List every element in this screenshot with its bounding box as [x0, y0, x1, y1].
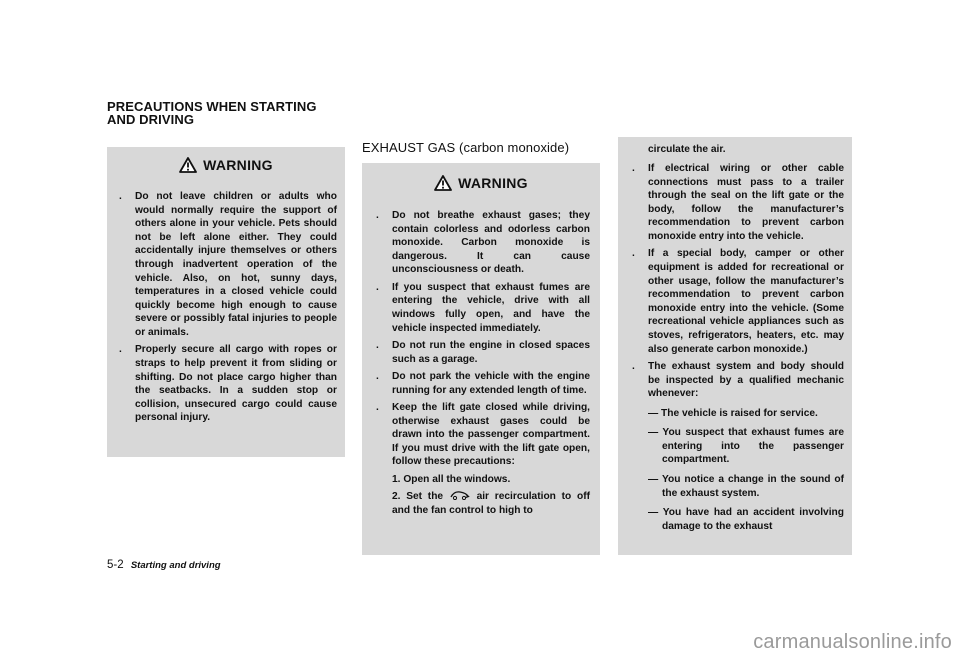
bullet: . — [376, 339, 379, 351]
step-2 — [392, 490, 590, 517]
warning-heading — [107, 157, 345, 173]
sub-item: — The vehicle is raised for service. — [648, 407, 818, 419]
list-item-text: The exhaust system and body should be inspected by a qualified mechanic whenever: — [648, 360, 844, 400]
warning-box-exhaust — [362, 163, 600, 555]
sub-item: — You suspect that exhaust fumes are entering into the passenger compartment. — [648, 427, 844, 466]
section-title-line-1: PRECAUTIONS WHEN STARTING — [107, 99, 317, 114]
list-item — [119, 343, 337, 425]
bullet: . — [632, 248, 635, 260]
bullet: . — [376, 370, 379, 382]
list-item — [376, 339, 590, 366]
list-item — [376, 401, 590, 518]
list-item-text: If a special body, camper or other equipment is added for recreational or other usage, follow the manufacturer’s recommendation to prevent carbon monoxide entry into the vehicle. (Some recreational vehicle appliances such as stoves, refrigerators, heaters, etc. may also generate carbon monoxide.) — [648, 248, 844, 355]
warning-label: WARNING — [203, 157, 273, 173]
list-item-text: If you suspect that exhaust fumes are entering the vehicle, drive with all windows fully open, and have the vehicle inspected immediately. — [392, 281, 590, 334]
list-item-text: Do not leave children or adults who would normally require the support of others alone in your vehicle. Pets should not be left alone either. They could accidentally injure themselves or others through inadvertent operation of the vehicle. Also, on hot, sunny days, temperatures in a closed vehicle could quickly become high enough to cause severe or possibly fatal injuries to people or animals. — [135, 191, 337, 338]
list-item-text: Keep the lift gate closed while driving, otherwise exhaust gases could be drawn into the passenger compartment. If you must drive with the lift gate open, follow these precautions: — [392, 401, 590, 468]
warning-label: WARNING — [458, 175, 528, 191]
list-item — [376, 209, 590, 277]
warning-triangle-icon — [434, 175, 452, 191]
warning-heading — [362, 175, 600, 191]
bullet: . — [376, 210, 379, 221]
watermark: carmanualsonline.info — [753, 631, 952, 653]
list-item — [376, 281, 590, 335]
air-recirculation-icon — [449, 490, 471, 500]
list-item — [632, 247, 844, 356]
bullet: . — [119, 191, 122, 202]
list-item — [632, 162, 844, 244]
bullet: . — [376, 281, 379, 293]
continuation-text: circulate the air. — [648, 144, 726, 155]
bullet: . — [376, 401, 379, 413]
page-footer — [107, 559, 221, 571]
list-item-text: If electrical wiring or other cable connections must pass to a trailer through the seal on the lift gate or the body, follow the manufacturer’s recommendation to prevent carbon monoxide entry into the vehicle. — [648, 163, 844, 242]
warning-triangle-icon — [179, 157, 197, 173]
bullet: . — [632, 163, 635, 174]
section-title-line-2: AND DRIVING — [107, 112, 195, 127]
sub-item: — You notice a change in the sound of the exhaust system. — [648, 474, 844, 499]
list-item-text: Do not run the engine in closed spaces such as a garage. — [392, 339, 590, 365]
step-1: 1. Open all the windows. — [392, 473, 511, 485]
section-title — [107, 100, 367, 126]
list-item — [119, 190, 337, 340]
warning-box-cargo — [107, 147, 345, 457]
list-item — [376, 370, 590, 397]
step-2-prefix: 2. Set the — [392, 491, 444, 503]
subsection-title: EXHAUST GAS (carbon monoxide) — [362, 140, 570, 155]
bullet: . — [119, 344, 122, 356]
bullet: . — [632, 360, 635, 372]
page-number: 5-2 — [107, 559, 124, 571]
list-item-text: Do not park the vehicle with the engine running for any extended length of time. — [392, 370, 590, 396]
warning-box-continued — [618, 137, 852, 555]
step-2-suffix: air recirculation to off and the fan control to high to — [392, 491, 590, 517]
footer-section-label: Starting and driving — [130, 560, 221, 571]
list-item-text: Do not breathe exhaust gases; they contain colorless and odorless carbon monoxide. Carbon monoxide is dangerous. It can cause unconsciousness or death. — [392, 210, 590, 276]
list-item-text: Properly secure all cargo with ropes or straps to help prevent it from sliding or shifting. Do not place cargo higher than the seatbacks. In a sudden stop or collision, unsecured cargo could cause personal injury. — [135, 344, 337, 424]
list-item — [632, 360, 844, 534]
sub-item: — You have had an accident involving damage to the exhaust — [648, 507, 844, 532]
